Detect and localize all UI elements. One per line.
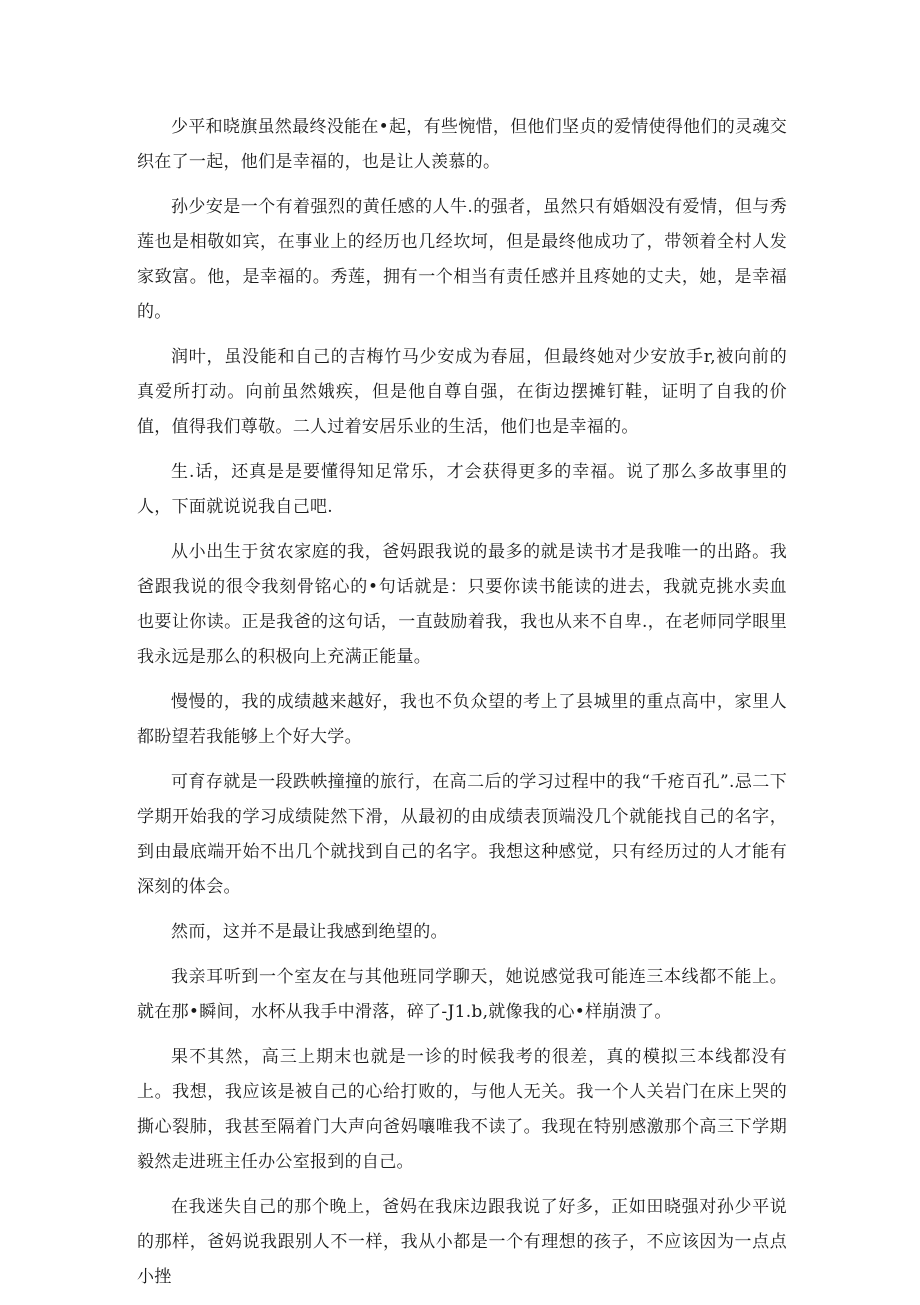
paragraph: 在我迷失自己的那个晚上，爸妈在我床边跟我说了好多，正如田晓强对孙少平说的那样，爸妈说我跟别人不一样，我从小都是一个有理想的孩子，不应该因为一点点小挫 xyxy=(137,1197,787,1287)
paragraph: 果不其然，高三上期末也就是一诊的时候我考的很差，真的模拟三本线都没有上。我想，我应该是被自己的心给打败的，与他人无关。我一个人关岩门在床上哭的撕心裂肺，我甚至隔着门大声向爸妈嚷唯我不读了。我现在特别感激那个高三下学期毅然走进班主任办公室报到的自己。 xyxy=(137,1047,787,1172)
paragraph: 慢慢的，我的成绩越来越好，我也不负众望的考上了县城里的重点高中，家里人都盼望若我能够上个好大学。 xyxy=(137,692,787,747)
paragraph: 可育存就是一段跌帙撞撞的旅行，在高二后的学习过程中的我“千疮百孔”.忌二下学期开始我的学习成绩陡然下滑，从最初的由成绩表顶端没几个就能找自己的名字，到由最底端开始不出几个就找到自己的名字。我想这种感觉，只有经历过的人才能有深刻的体会。 xyxy=(137,772,787,897)
paragraph: 我亲耳听到一个室友在与其他班同学聊天，她说感觉我可能连三本线都不能上。就在那•瞬间，水杯从我手中滑落，碎了-J1.b,就像我的心•样崩溃了。 xyxy=(137,967,787,1022)
document-body xyxy=(137,110,787,1305)
paragraph: 润叶，虽没能和自己的吉梅竹马少安成为春屈，但最终她对少安放手r,被向前的真爱所打动。向前虽然娥疾，但是他自尊自强，在街边摆摊钉鞋，证明了自我的价值，值得我们尊敬。二人过着安居乐业的生活，他们也是幸福的。 xyxy=(137,347,787,437)
paragraph: 少平和晓旗虽然最终没能在•起，有些惋惜，但他们坚贞的爱情使得他们的灵魂交织在了一起，他们是幸福的，也是让人羡慕的。 xyxy=(137,117,787,172)
paragraph: 孙少安是一个有着强烈的黄任感的人牛.的强者，虽然只有婚姻没有爱情，但与秀莲也是相敬如宾，在事业上的经历也几经坎坷，但是最终他成功了，带领着全村人发家致富。他，是幸福的。秀莲，拥有一个相当有责任感并且疼她的丈夫，她，是幸福的。 xyxy=(137,197,787,322)
paragraph: 然而，这并不是最让我感到绝望的。 xyxy=(171,922,448,942)
paragraph: 生.话，还真是是要懂得知足常乐，才会获得更多的幸福。说了那么多故事里的人，下面就说说我自己吧. xyxy=(137,462,787,517)
paragraph: 从小出生于贫农家庭的我，爸妈跟我说的最多的就是读书才是我唯一的出路。我爸跟我说的很令我刻骨铭心的•句话就是：只要你读书能读的进去，我就克挑水卖血也要让你读。正是我爸的这句话，一直鼓励着我，我也从来不自卑.，在老师同学眼里我永远是那么的积极向上充满正能量。 xyxy=(137,542,787,667)
